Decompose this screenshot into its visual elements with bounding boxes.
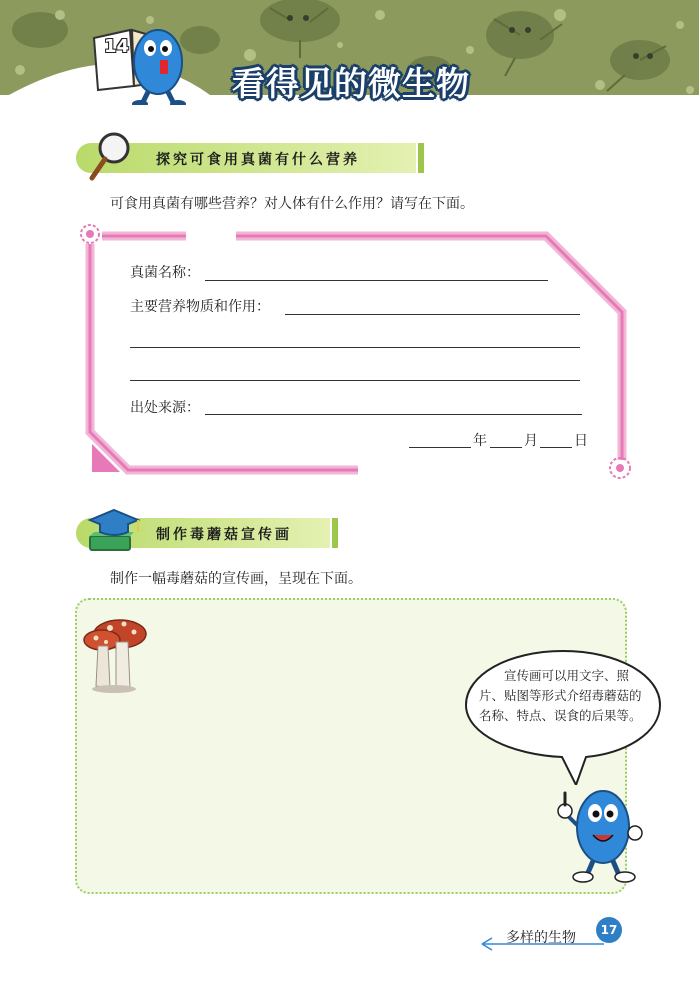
- section-heading-2: 制作毒蘑菇宣传画: [156, 527, 292, 543]
- footer-book-title: 多样的生物: [506, 930, 576, 946]
- graduation-book-icon: [84, 506, 144, 556]
- source-field[interactable]: [205, 414, 582, 415]
- year-field[interactable]: [409, 447, 471, 448]
- month-field[interactable]: [490, 447, 522, 448]
- lesson-number: 14: [104, 36, 130, 57]
- fungus-name-label: 真菌名称：: [130, 265, 200, 281]
- section1-instruction: 可食用真菌有哪些营养？对人体有什么作用？请写在下面。: [110, 196, 474, 212]
- year-label: 年: [473, 433, 487, 449]
- magnifier-icon: [84, 130, 144, 182]
- nutrients-field-line-1[interactable]: [285, 314, 580, 315]
- day-field[interactable]: [540, 447, 572, 448]
- page-title: 看得见的微生物: [232, 64, 470, 103]
- source-label: 出处来源：: [130, 400, 200, 416]
- nutrients-field-line-3[interactable]: [130, 380, 580, 381]
- mascot-pointing-icon: [555, 775, 645, 885]
- header-banner: [0, 0, 699, 105]
- day-label: 日: [574, 433, 588, 449]
- fungus-name-field[interactable]: [205, 280, 548, 281]
- pink-form-frame: [78, 222, 638, 482]
- mushroom-icon: [80, 606, 160, 696]
- nutrients-label: 主要营养物质和作用：: [130, 299, 270, 315]
- section-heading-1: 探究可食用真菌有什么营养: [156, 152, 360, 168]
- speech-bubble-text: 宣传画可以用文字、照片、贴图等形式介绍毒蘑菇的名称、特点、误食的后果等。: [479, 668, 642, 723]
- month-label: 月: [524, 433, 538, 449]
- page-number: 17: [596, 917, 622, 943]
- section2-instruction: 制作一幅毒蘑菇的宣传画，呈现在下面。: [110, 571, 362, 587]
- nutrients-field-line-2[interactable]: [130, 347, 580, 348]
